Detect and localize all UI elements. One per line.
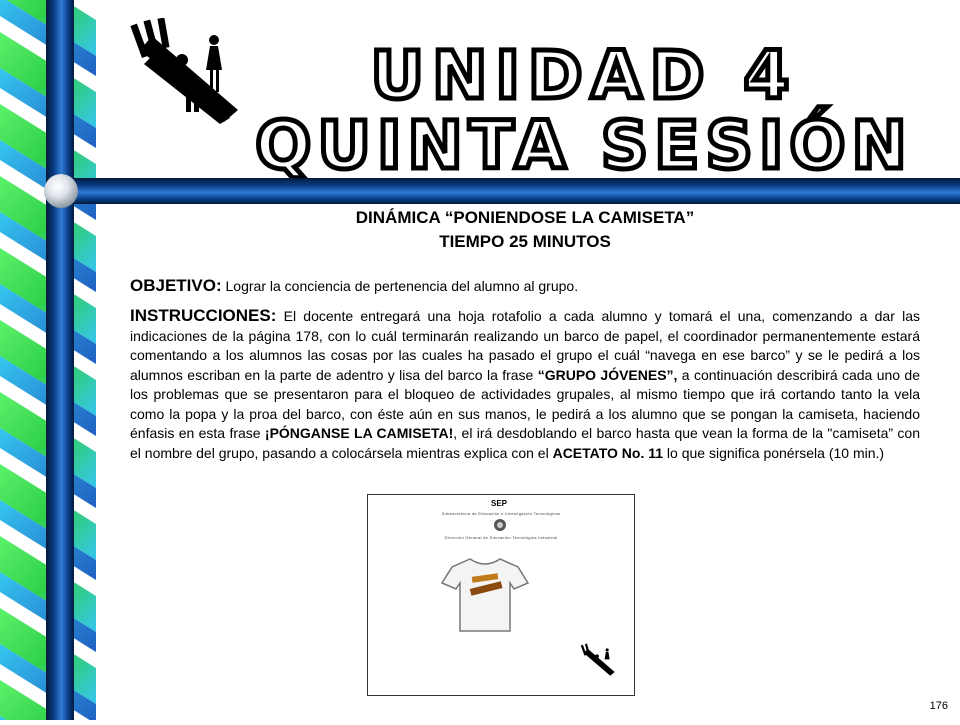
vertical-blue-bar [46, 0, 74, 720]
emblem-icon [492, 517, 508, 533]
activity-heading [130, 206, 920, 254]
thumbnail-subtitle-2: Dirección General de Educación Tecnológica Industrial [444, 535, 558, 540]
instructions-bold-1: “GRUPO JÓVENES”, [537, 366, 678, 383]
title-line-2: QUINTA SESIÓN [255, 107, 913, 178]
acetate-thumbnail [367, 494, 635, 696]
horizontal-blue-bar [60, 178, 960, 204]
instructions-text-1: El docente entregará una hoja rotafolio a cada alumno y tomará el una, comenzando a dar las indicaciones de la página 178, con lo cuál terminarán realizando un barco de papel, el coordinador permanentemente estará comentando a los alumnos las cosas por las cuales ha pasado el grupo el cuál “navega en ese barco” y se le pedirá a los alumnos escriban en la parte de adentro y lisa del barco la frase [130, 308, 920, 383]
tshirt-icon [440, 555, 530, 635]
slide-people-icon [130, 18, 240, 126]
instructions-text-4: lo que significa ponérsela (10 min.) [663, 444, 885, 461]
title-graphic [130, 18, 960, 178]
objective-text: Lograr la conciencia de pertenencia del alumno al grupo. [221, 278, 579, 294]
sep-logo: SEP [491, 499, 508, 508]
page-number: 176 [929, 700, 948, 712]
objective-label: OBJETIVO: [130, 276, 222, 295]
instructions-text-3: , el irá desdoblando el barco hasta que vean la forma de la "camiseta” con el nombre del grupo, pasando a colocársela mientras explica con el [130, 425, 920, 461]
title-line-1: UNIDAD 4 [370, 37, 798, 114]
thumbnail-subtitle-1: Subsecretaría de Educación e Investigación Tecnológicas [441, 511, 561, 516]
instructions-label: INSTRUCCIONES: [130, 306, 277, 325]
activity-title: DINÁMICA “PONIENDOSE LA CAMISETA” [355, 208, 695, 227]
instructions-bold-3: ACETATO No. 11 [552, 444, 664, 461]
bar-joint-orb [44, 174, 78, 208]
slide-people-small-icon [578, 643, 618, 677]
instructions-paragraph [130, 306, 920, 463]
objective-paragraph [130, 276, 920, 296]
activity-time: TIEMPO 25 MINUTOS [439, 232, 611, 251]
instructions-bold-2: ¡PÓNGANSE LA CAMISETA! [264, 425, 454, 441]
instructions-text-2: a continuación describirá cada uno de los problemas que se presentaron para el bloqueo de actividades grupales, al mismo tiempo que irá cortando tanto la vela como la popa y la proa del barco, con éste aún en sus manos, le pedirá a los alumno que se pongan la camiseta, haciendo énfasis en esta frase [130, 366, 920, 441]
